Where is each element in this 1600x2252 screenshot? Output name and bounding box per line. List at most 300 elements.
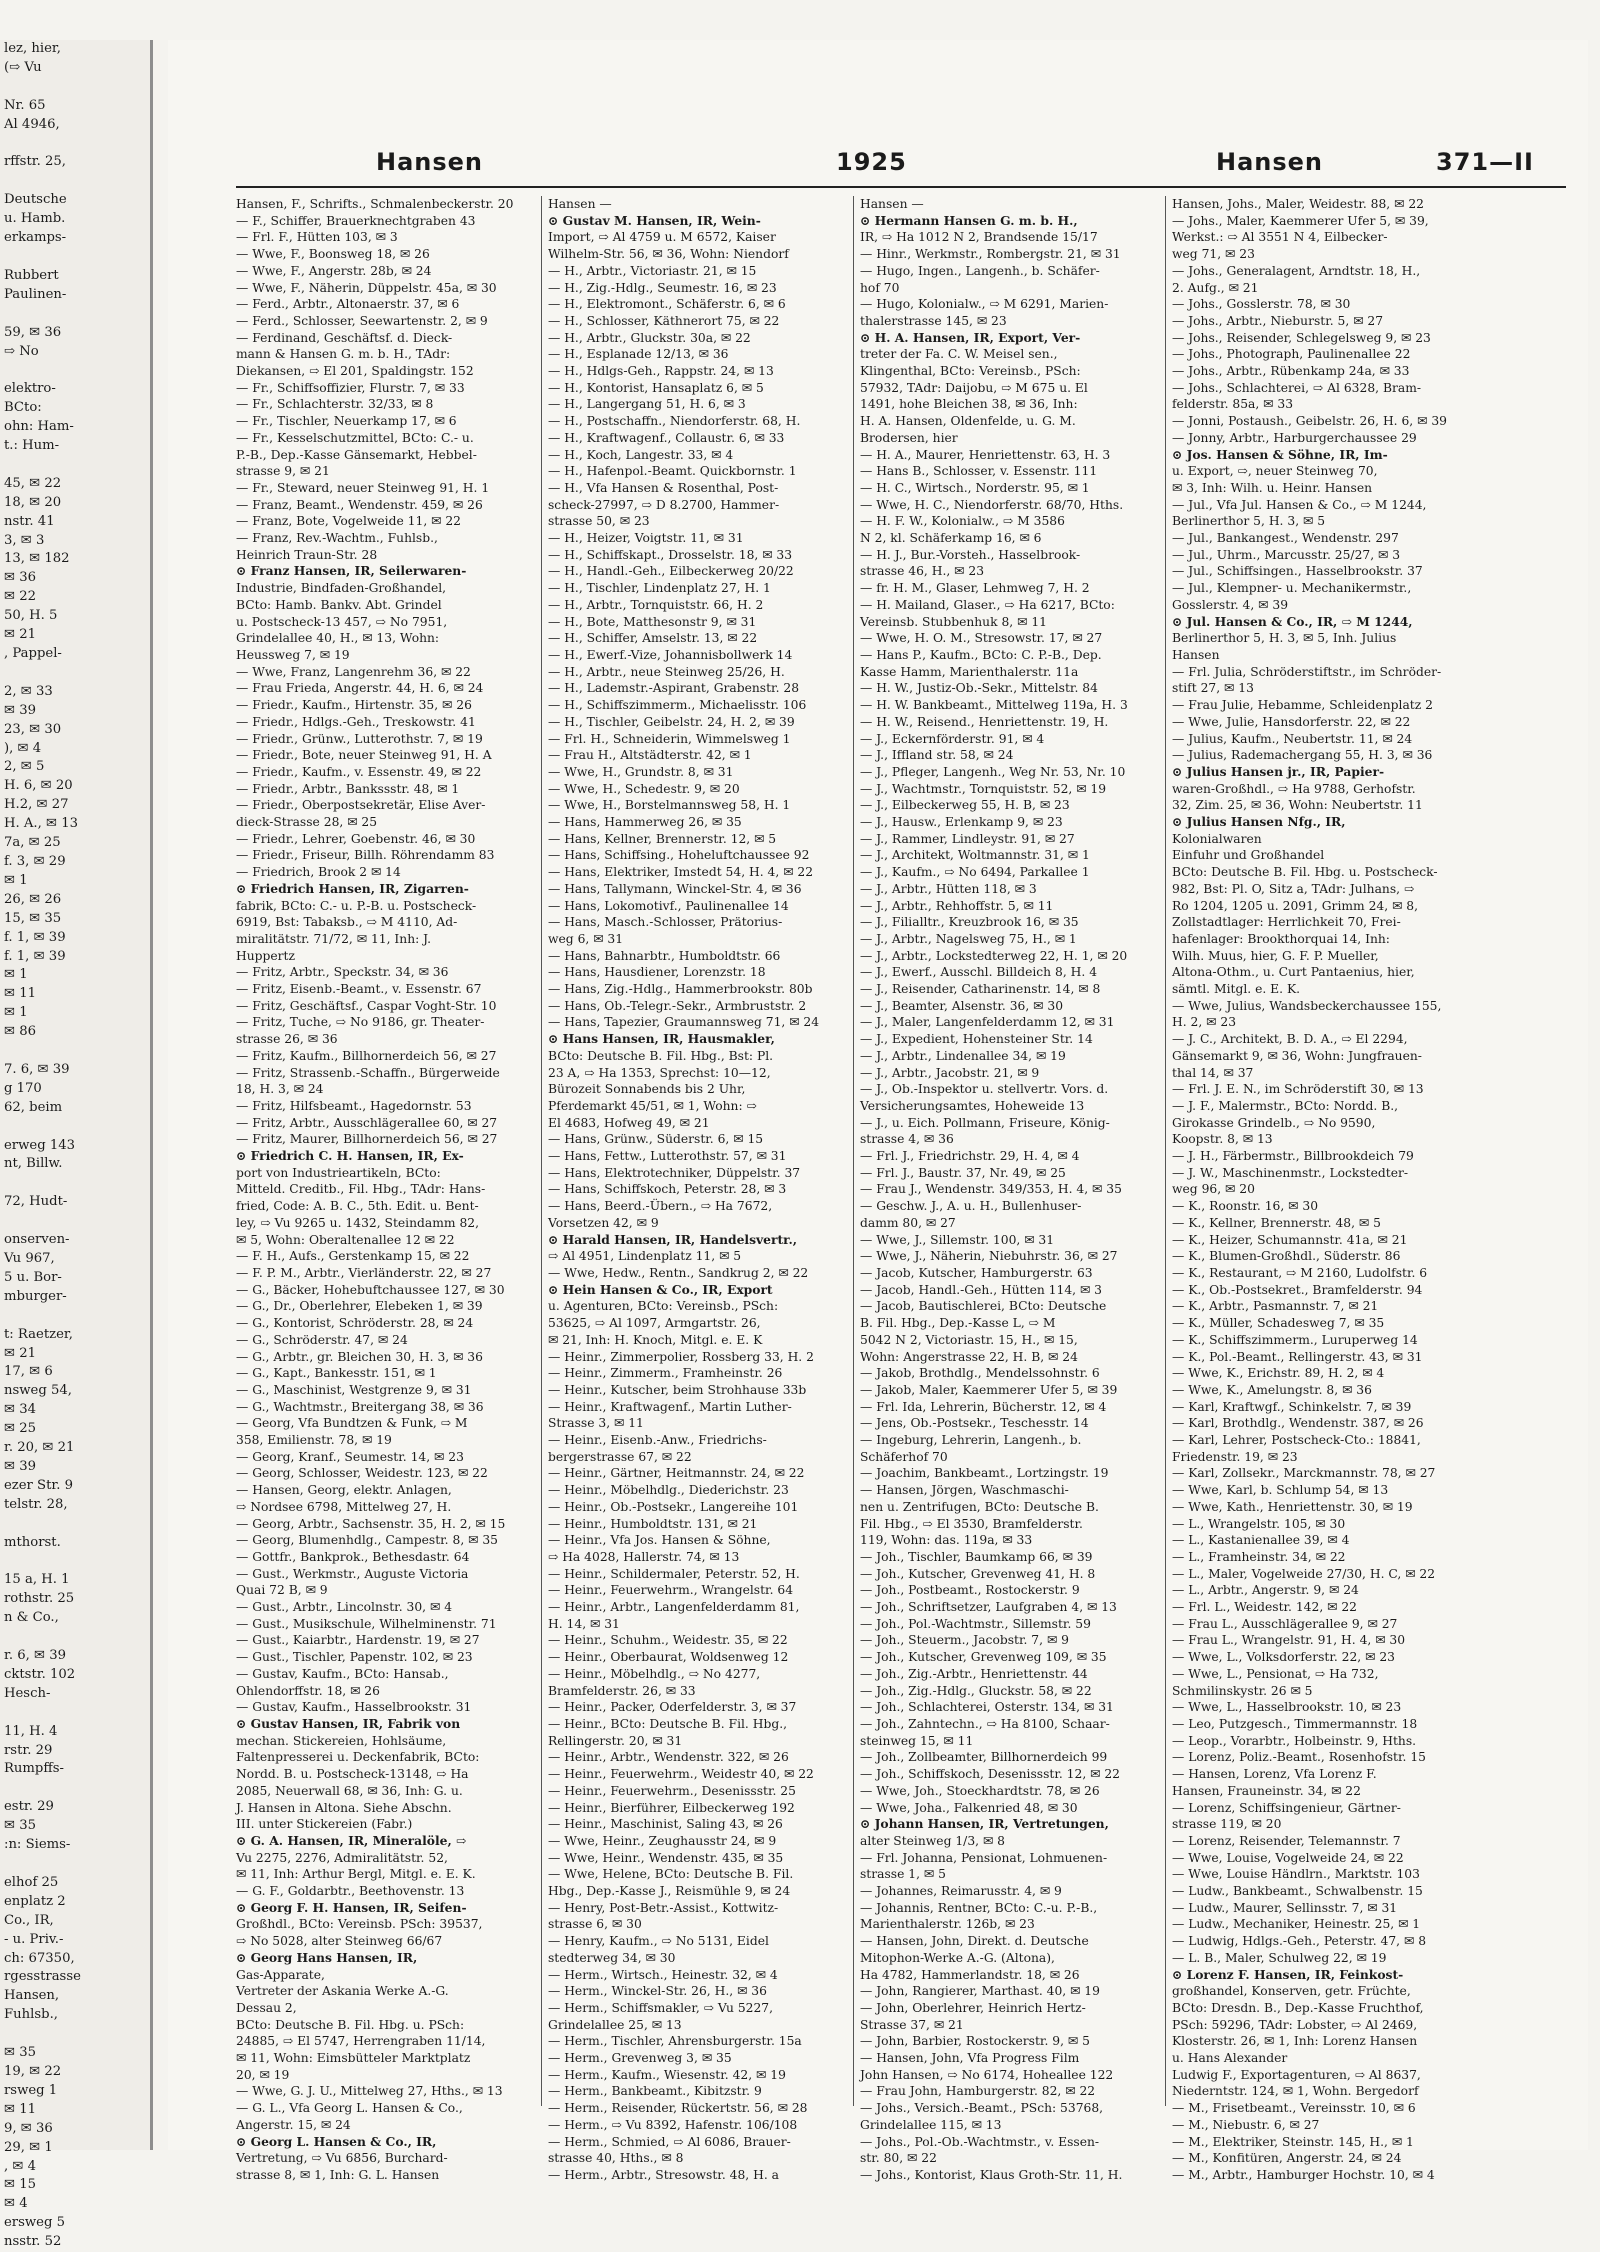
entry-line: hafenlager: Brookthorquai 14, Inh: [1172,931,1390,946]
entry-line: N 2, kl. Schäferkamp 16, ✉ 6 [860,531,1042,546]
firm-entry-line: ⊙ Jos. Hansen & Söhne, IR, Im- [1172,446,1388,462]
entry-line: Industrie, Bindfaden-Großhandel, [236,581,447,596]
entry-line: — Wwe, L., Hasselbrookstr. 10, ✉ 23 [1172,1700,1402,1715]
entry-line: — K., Müller, Schadesweg 7, ✉ 35 [1172,1316,1385,1331]
entry-line: — Wwe, J., Näherin, Niebuhrstr. 36, ✉ 27 [860,1249,1118,1264]
entry-line: Rellingerstr. 20, ✉ 31 [548,1733,683,1748]
prev-page-line: 9, ✉ 36 [4,2120,53,2136]
prev-page-line: rffstr. 25, [4,154,66,170]
entry-line: — Ludwig, Hdlgs.-Geh., Peterstr. 47, ✉ 8 [1172,1934,1427,1949]
entry-line: stift 27, ✉ 13 [1172,681,1254,696]
entry-line: BCto: Deutsche B. Fil. Hbg. u. Postscheck- [1172,865,1438,880]
prev-page-line [0,1855,150,1874]
entry-line: El 4683, Hofweg 49, ✉ 21 [548,1115,710,1130]
entry-line: — Fritz, Tuche, ⇨ No 9186, gr. Theater- [236,1015,485,1030]
entry-line: Import, ⇨ Al 4759 u. M 6572, Kaiser [548,230,776,245]
entry-line: — Karl, Brothdlg., Wendenstr. 387, ✉ 26 [1172,1416,1424,1431]
prev-page-line: ✉ 11 [4,986,37,1002]
entry-line: — K., Schiffszimmerm., Luruperweg 14 [1172,1332,1418,1347]
entry-line: — Johs., Schlachterei, ⇨ Al 6328, Bram- [1172,380,1422,395]
entry-line: — Wwe, Kath., Henriettenstr. 30, ✉ 19 [1172,1499,1413,1514]
entry-line: Klingenthal, BCto: Vereinsb., PSch: [860,364,1081,379]
entry-line: — H. W. Bankbeamt., Mittelweg 119a, H. 3 [860,698,1128,713]
entry-line: — Geschw. J., A. u. H., Bullenhuser- [860,1199,1082,1214]
entry-line: — Franz, Beamt., Wendenstr. 459, ✉ 26 [236,497,483,512]
entry-line: Einfuhr und Großhandel [1172,848,1325,863]
prev-page-line [0,305,150,324]
entry-line: — J., Reisender, Catharinenstr. 14, ✉ 8 [860,982,1101,997]
entry-line: — H., Arbtr., Tornquiststr. 66, H. 2 [548,597,764,612]
column-3 [860,196,1158,2184]
entry-line: — Johs., Arbtr., Rübenkamp 24a, ✉ 33 [1172,364,1410,379]
entry-line: u. Export, ⇨, neuer Steinweg 70, [1172,464,1378,479]
entry-line: — K., Heizer, Schumannstr. 41a, ✉ 21 [1172,1232,1408,1247]
entry-line: Gänsemarkt 9, ✉ 36, Wohn: Jungfrauen- [1172,1048,1422,1063]
prev-page-line: ohn: Ham- [4,419,74,435]
entry-line: — Georg, Vfa Bundtzen & Funk, ⇨ M [236,1416,468,1431]
entry-line: — Johs., Photograph, Paulinenallee 22 [1172,347,1411,362]
prev-page-line: , Pappel- [4,646,62,661]
entry-line: — Herm., ⇨ Vu 8392, Hafenstr. 106/108 [548,2117,798,2132]
prev-page-line: nsstr. 52 [4,2234,62,2250]
entry-line: — H., Tischler, Geibelstr. 24, H. 2, ✉ 39 [548,714,795,729]
prev-page-line: 45, ✉ 22 [4,475,62,491]
prev-page-line: 3, ✉ 3 [4,532,45,548]
entry-line: — Johannes, Reimarusstr. 4, ✉ 9 [860,1884,1062,1899]
entry-line: — Herm., Winckel-Str. 26, H., ✉ 36 [548,1984,767,1999]
entry-line: — L., Wrangelstr. 105, ✉ 30 [1172,1516,1346,1531]
entry-line: — Ferdinand, Geschäftsf. d. Dieck- [236,330,453,345]
entry-line: str. 80, ✉ 22 [860,2151,937,2166]
entry-line: — H., Heizer, Voigtstr. 11, ✉ 31 [548,531,744,546]
entry-line: — Jacob, Kutscher, Hamburgerstr. 63 [860,1266,1093,1280]
entry-line: ✉ 11, Wohn: Eimsbütteler Marktplatz [236,2051,471,2066]
entry-line: ⇨ No 5028, alter Steinweg 66/67 [236,1934,443,1949]
entry-line: — K., Kellner, Brennerstr. 48, ✉ 5 [1172,1215,1381,1230]
entry-line: — Frl. Ida, Lehrerin, Bücherstr. 12, ✉ 4 [860,1399,1107,1414]
firm-entry-line: ⊙ Georg L. Hansen & Co., IR, [236,2133,437,2149]
entry-line: — G., Bäcker, Hohebuftchaussee 127, ✉ 30 [236,1282,505,1297]
entry-line: Quai 72 B, ✉ 9 [236,1583,328,1598]
entry-line: 20, ✉ 19 [236,2067,290,2082]
entry-line: — Joh., Schriftsetzer, Laufgraben 4, ✉ 13 [860,1600,1117,1615]
entry-line: — K., Ob.-Postsekret., Bramfelderstr. 94 [1172,1282,1423,1297]
entry-line: — Joh., Zig.-Hdlg., Gluckstr. 58, ✉ 22 [860,1683,1092,1698]
entry-line: — H., Hafenpol.-Beamt. Quickbornstr. 1 [548,464,797,479]
entry-line: — Hans, Kellner, Brennerstr. 12, ✉ 5 [548,831,777,846]
entry-line: — Heinr., Zimmerm., Framheinstr. 26 [548,1366,783,1381]
prev-page-line: ezer Str. 9 [4,1477,74,1493]
entry-line: — Wwe, Joh., Stoeckhardtstr. 78, ✉ 26 [860,1783,1100,1798]
prev-page-line: elhof 25 [4,1874,59,1890]
prev-page-line: nt, Billw. [4,1156,63,1172]
entry-line: — Ludw., Maurer, Sellinsstr. 7, ✉ 31 [1172,1900,1398,1915]
entry-line: — Jul., Uhrm., Marcusstr. 25/27, ✉ 3 [1172,547,1401,562]
entry-line: — J., Beamter, Alsenstr. 36, ✉ 30 [860,998,1064,1013]
entry-line: — M., Konfitüren, Angerstr. 24, ✉ 24 [1172,2151,1402,2166]
entry-line: scheck-27997, ⇨ D 8.2700, Hammer- [548,497,780,512]
prev-page-line: :n: Siems- [4,1837,71,1853]
entry-line: Heinrich Traun-Str. 28 [236,547,378,562]
prev-page-line: lez, hier, [4,41,61,56]
prev-page-line [0,135,150,154]
prev-page-line: 62, beim [4,1099,63,1115]
prev-page-line [0,248,150,267]
entry-line: Zollstadtlager: Herrlichkeit 70, Frei- [1172,915,1401,930]
entry-line: miralitätstr. 71/72, ✉ 11, Inh: J. [236,931,432,946]
entry-line: strasse 6, ✉ 30 [548,1917,642,1932]
prev-page-line: n & Co., [4,1610,59,1626]
entry-line: J. Hansen in Altona. Siehe Abschn. [236,1800,452,1815]
entry-line: — Ferd., Arbtr., Altonaerstr. 37, ✉ 6 [236,297,460,312]
entry-line: IR, ⇨ Ha 1012 N 2, Brandsende 15/17 [860,230,1098,245]
entry-line: thalerstrasse 145, ✉ 23 [860,313,1007,328]
firm-entry-line: ⊙ Harald Hansen, IR, Handelsvertr., [548,1231,798,1247]
entry-line: stedterweg 34, ✉ 30 [548,1950,676,1965]
entry-line: — H., Ewerf.-Vize, Johannisbollwerk 14 [548,647,793,662]
entry-line: — Wwe, H., Schedestr. 9, ✉ 20 [548,781,740,796]
entry-line: Klosterstr. 26, ✉ 1, Inh: Lorenz Hansen [1172,2034,1418,2049]
entry-line: Vertretung, ⇨ Vu 6856, Burchard- [236,2151,448,2166]
entry-line: — J., Wachtmstr., Tornquiststr. 52, ✉ 19 [860,781,1107,796]
prev-page-line: ✉ 4 [4,2196,28,2212]
prev-page-line: ✉ 35 [4,2045,37,2061]
prev-page-line: ✉ 11 [4,2101,37,2117]
entry-line: — Fr., Schiffsoffizier, Flurstr. 7, ✉ 33 [236,380,465,395]
entry-line: — Hansen, Lorenz, Vfa Lorenz F. [1172,1767,1377,1782]
entry-line: Vertreter der Askania Werke A.-G. [236,1984,449,1999]
firm-entry-line: ⊙ Lorenz F. Hansen, IR, Feinkost- [1172,1966,1404,1982]
entry-line: — K., Blumen-Großhdl., Süderstr. 86 [1172,1249,1401,1264]
prev-page-line: ✉ 15 [4,2177,37,2193]
entry-line: H. 2, ✉ 23 [1172,1015,1237,1030]
entry-line: — J., Kaufm., ⇨ No 6494, Parkallee 1 [860,865,1090,880]
entry-line: — Fritz, Maurer, Billhornerdeich 56, ✉ 27 [236,1132,498,1147]
entry-line: — Fritz, Kaufm., Billhornerdeich 56, ✉ 27 [236,1048,497,1063]
entry-line: B. Fil. Hbg., Dep.-Kasse L, ⇨ M [860,1316,1056,1331]
entry-line: — Friedr., Bote, neuer Steinweg 91, H. A [236,748,492,763]
entry-line: u. Hans Alexander [1172,2051,1288,2066]
entry-line: — Johs., Maler, Kaemmerer Ufer 5, ✉ 39, [1172,213,1429,228]
entry-line: mechan. Stickereien, Hohlsäume, [236,1733,447,1748]
firm-entry-line: ⊙ Georg F. H. Hansen, IR, Seifen- [236,1899,467,1915]
entry-line: Vu 2275, 2276, Admiralitätstr. 52, [236,1850,448,1865]
prev-page-line: Fuhlsb., [4,2007,58,2023]
entry-line: — H. C., Wirtsch., Norderstr. 95, ✉ 1 [860,480,1090,495]
entry-line: waren-Großhdl., ⇨ Ha 9788, Gerhofstr. [1172,781,1416,796]
header-left-surname: Hansen [376,148,484,176]
entry-line: — Wwe, H., Borstelmannsweg 58, H. 1 [548,798,791,813]
entry-line: strasse 26, ✉ 36 [236,1032,338,1047]
entry-line: — Fritz, Arbtr., Ausschlägerallee 60, ✉ 27 [236,1115,498,1130]
firm-entry-line: ⊙ Julius Hansen jr., IR, Papier- [1172,763,1385,779]
prev-page-line [0,1118,150,1137]
entry-line: — Herm., Wirtsch., Heinestr. 32, ✉ 4 [548,1967,778,1982]
entry-line: — G., Kapt., Bankesstr. 151, ✉ 1 [236,1366,437,1381]
firm-entry-line: ⊙ Friedrich C. H. Hansen, IR, Ex- [236,1148,464,1164]
entry-line: Wilh. Muus, hier, G. F. P. Mueller, [1172,948,1379,963]
entry-line: — M., Arbtr., Hamburger Hochstr. 10, ✉ 4 [1172,2167,1435,2182]
prev-page-line: Rumpffs- [4,1761,64,1777]
entry-line: H. 14, ✉ 31 [548,1616,620,1631]
entry-line: — Jul., Vfa Jul. Hansen & Co., ⇨ M 1244, [1172,497,1427,512]
entry-line: — John, Rangierer, Marthast. 40, ✉ 19 [860,1984,1100,1999]
header-rule [236,186,1566,188]
prev-page-line: ✉ 25 [4,1421,37,1437]
firm-entry-line: ⊙ Gustav Hansen, IR, Fabrik von [236,1715,461,1731]
entry-line: Bramfelderstr. 26, ✉ 33 [548,1683,696,1698]
prev-page-line [0,1042,150,1061]
entry-line: — Heinr., Kutscher, beim Strohhause 33b [548,1382,807,1397]
entry-line: — Fritz, Geschäftsf., Caspar Voght-Str. 10 [236,998,497,1013]
entry-line: — H., Kraftwagenf., Collaustr. 6, ✉ 33 [548,430,785,445]
entry-line: — Joh., Schlachterei, Osterstr. 134, ✉ 31 [860,1700,1114,1715]
entry-line: — H., Arbtr., Gluckstr. 30a, ✉ 22 [548,330,751,345]
prev-page-line: 59, ✉ 36 [4,324,62,340]
entry-line: mann & Hansen G. m. b. H., TAdr: [236,347,451,362]
entry-line: Grindelallee 40, H., ✉ 13, Wohn: [236,631,440,646]
entry-line: — Heinr., Maschinist, Saling 43, ✉ 26 [548,1817,783,1832]
entry-line: — H., Vfa Hansen & Rosenthal, Post- [548,480,779,495]
entry-line: — Joh., Zahntechn., ⇨ Ha 8100, Schaar- [860,1716,1110,1731]
prev-page-line: ✉ 35 [4,1818,37,1834]
entry-line: — H., Schiffskapt., Drosselstr. 18, ✉ 33 [548,547,793,562]
entry-line: — Hans, Fettw., Lutterothstr. 57, ✉ 31 [548,1149,787,1164]
entry-line: — Jakob, Maler, Kaemmerer Ufer 5, ✉ 39 [860,1382,1118,1397]
entry-line: ✉ 11, Inh: Arthur Bergl, Mitgl. e. E. K. [236,1867,476,1882]
entry-line: — H., Zig.-Hdlg., Seumestr. 16, ✉ 23 [548,280,777,295]
entry-line: — J., Filialltr., Kreuzbrook 16, ✉ 35 [860,915,1079,930]
entry-line: — L., Maler, Vogelweide 27/30, H. C, ✉ 22 [1172,1566,1436,1581]
entry-line: — H., Esplanade 12/13, ✉ 36 [548,347,729,362]
entry-line: — Herm., Schmied, ⇨ Al 6086, Brauer- [548,2134,791,2149]
entry-line: — Frl. J., Friedrichstr. 29, H. 4, ✉ 4 [860,1149,1080,1164]
entry-line: Dessau 2, [236,2000,297,2015]
entry-line: — Jul., Bankangest., Wendenstr. 297 [1172,531,1399,546]
entry-line: — Heinr., Gärtner, Heitmannstr. 24, ✉ 22 [548,1466,805,1481]
entry-line: — K., Restaurant, ⇨ M 2160, Ludolfstr. 6 [1172,1266,1428,1280]
column-divider [853,196,854,2106]
entry-line: — J., u. Eich. Pollmann, Friseure, König- [860,1115,1110,1130]
prev-page-line: 15 a, H. 1 [4,1572,70,1588]
entry-line: Fil. Hbg., ⇨ El 3530, Bramfelderstr. [860,1516,1083,1531]
entry-line: — H. A., Maurer, Henriettenstr. 63, H. 3 [860,447,1111,462]
entry-line: Heussweg 7, ✉ 19 [236,647,350,662]
entry-line: — Wwe, Louise Händlrn., Marktstr. 103 [1172,1867,1420,1882]
entry-line: — Heinr., Feuerwehrm., Wrangelstr. 64 [548,1583,794,1598]
entry-line: Wohn: Angerstrasse 22, H. B, ✉ 24 [860,1349,1078,1364]
entry-line: — Johs., Generalagent, Arndtstr. 18, H., [1172,263,1421,278]
prev-page-line: nsweg 54, [4,1383,72,1399]
prev-page-line: rgesstrasse [4,1969,81,1985]
entry-line: — Georg, Kranf., Seumestr. 14, ✉ 23 [236,1449,464,1464]
entry-line: — Hugo, Kolonialw., ⇨ M 6291, Marien- [860,297,1109,312]
prev-page-line: 29, ✉ 1 [4,2139,53,2155]
entry-line: P.-B., Dep.-Kasse Gänsemarkt, Hebbel- [236,447,477,462]
entry-line: Strasse 3, ✉ 11 [548,1416,644,1431]
entry-line: Hansen, Frauneinstr. 34, ✉ 22 [1172,1783,1361,1798]
entry-line: — Johs., Gosslerstr. 78, ✉ 30 [1172,297,1351,312]
entry-line: — Heinr., Bierführer, Eilbeckerweg 192 [548,1800,795,1815]
prev-page-line: ✉ 22 [4,589,37,605]
firm-entry-line: ⊙ Hermann Hansen G. m. b. H., [860,212,1078,228]
entry-line: — Johs., Pol.-Ob.-Wachtmstr., v. Essen- [860,2134,1100,2149]
prev-page-line: 23, ✉ 30 [4,721,62,737]
entry-line: Hansen, Johs., Maler, Weidestr. 88, ✉ 22 [1172,197,1424,211]
entry-line: — J., Rammer, Lindleystr. 91, ✉ 27 [860,831,1075,846]
firm-entry-line: ⊙ Jul. Hansen & Co., IR, ⇨ M 1244, [1172,613,1413,629]
entry-line: — Karl, Lehrer, Postscheck-Cto.: 18841, [1172,1433,1421,1448]
entry-line: — Joh., Zollbeamter, Billhornerdeich 99 [860,1750,1108,1765]
entry-line: — H., Schlosser, Käthnerort 75, ✉ 22 [548,313,780,328]
entry-line: — Heinr., Packer, Oderfelderstr. 3, ✉ 37 [548,1700,797,1715]
entry-line: — L. B., Maler, Schulweg 22, ✉ 19 [1172,1950,1387,1965]
entry-line: — H., Elektromont., Schäferstr. 6, ✉ 6 [548,297,786,312]
entry-line: — Hansen, John, Direkt. d. Deutsche [860,1934,1089,1949]
entry-line: — J., Ob.-Inspektor u. stellvertr. Vors. d. [860,1082,1109,1097]
entry-line: — Fritz, Arbtr., Speckstr. 34, ✉ 36 [236,965,449,980]
entry-line: hof 70 [860,280,900,295]
entry-line: — J., Eckernförderstr. 91, ✉ 4 [860,731,1045,746]
entry-line: — J., Arbtr., Nagelsweg 75, H., ✉ 1 [860,931,1077,946]
prev-page-line: Paulinen- [4,286,67,302]
entry-line: — Georg, Schlosser, Weidestr. 123, ✉ 22 [236,1466,488,1481]
prev-page-line: ✉ 39 [4,1458,37,1474]
entry-line: — H., Koch, Langestr. 33, ✉ 4 [548,447,734,462]
entry-line: ⇨ Ha 4028, Hallerstr. 74, ✉ 13 [548,1549,740,1564]
entry-line: — Ludw., Bankbeamt., Schwalbenstr. 15 [1172,1884,1423,1899]
entry-line: — Karl, Zollsekr., Marckmannstr. 78, ✉ 27 [1172,1466,1436,1481]
entry-line: Pferdemarkt 45/51, ✉ 1, Wohn: ⇨ [548,1098,757,1113]
entry-line: — J., Arbtr., Jacobstr. 21, ✉ 9 [860,1065,1040,1080]
entry-line: — Gottfr., Bankprok., Bethesdastr. 64 [236,1549,470,1564]
entry-line: — Jul., Schiffsingen., Hasselbrookstr. 37 [1172,564,1423,579]
entry-line: — Fritz, Hilfsbeamt., Hagedornstr. 53 [236,1098,472,1113]
entry-line: — Friedr., Friseur, Billh. Röhrendamm 83 [236,848,495,863]
prev-page-line [0,1704,150,1723]
prev-page-line: (⇨ Vu [4,59,42,75]
entry-line: Marienthalerstr. 126b, ✉ 23 [860,1917,1035,1932]
entry-line: — Jacob, Handl.-Geh., Hütten 114, ✉ 3 [860,1282,1102,1297]
entry-line: Großhdl., BCto: Vereinsb. PSch: 39537, [236,1917,483,1932]
entry-line: — Gust., Werkmstr., Auguste Victoria [236,1566,469,1581]
entry-line: Mitophon-Werke A.-G. (Altona), [860,1950,1055,1965]
entry-line: — Heinr., Arbtr., Wendenstr. 322, ✉ 26 [548,1750,789,1765]
entry-line: — Friedr., Kaufm., Hirtenstr. 35, ✉ 26 [236,698,472,713]
entry-line: Mitteld. Creditb., Fil. Hbg., TAdr: Hans- [236,1182,486,1197]
entry-line: weg 96, ✉ 20 [1172,1182,1255,1197]
entry-line: — G., Arbtr., gr. Bleichen 30, H. 3, ✉ 36 [236,1349,483,1364]
entry-line: — Joh., Schiffskoch, Desenissstr. 12, ✉ 22 [860,1767,1120,1782]
entry-line: — J., Pfleger, Langenh., Weg Nr. 53, Nr. 10 [860,764,1126,779]
column-divider [541,196,542,2106]
prev-page-line: H.2, ✉ 27 [4,797,69,813]
entry-line: — Hans, Lokomotivf., Paulinenallee 14 [548,898,789,913]
entry-line: — Ingeburg, Lehrerin, Langenh., b. [860,1433,1082,1448]
entry-line: — G., Dr., Oberlehrer, Elebeken 1, ✉ 39 [236,1299,483,1314]
prev-page-line: rothstr. 25 [4,1591,75,1607]
column-4 [1172,196,1470,2184]
entry-line: strasse 119, ✉ 20 [1172,1817,1282,1832]
prev-page-line: ✉ 86 [4,1024,37,1040]
prev-page-line: f. 1, ✉ 39 [4,929,66,945]
entry-line: — Wwe, Karl, b. Schlump 54, ✉ 13 [1172,1483,1389,1498]
prev-page-line: t.: Hum- [4,438,60,454]
entry-line: — Gust., Tischler, Papenstr. 102, ✉ 23 [236,1650,473,1665]
entry-line: — Hans, Schiffskoch, Peterstr. 28, ✉ 3 [548,1182,787,1197]
entry-line: Wilhelm-Str. 56, ✉ 36, Wohn: Niendorf [548,247,789,262]
prev-page-line: ✉ 21 [4,1345,37,1361]
prev-page-line [0,78,150,97]
entry-line: — Hans, Elektriker, Imstedt 54, H. 4, ✉ 22 [548,865,814,880]
entry-line: Hansen — [860,197,924,211]
entry-line: — Heinr., Arbtr., Langenfelderdamm 81, [548,1600,800,1615]
prev-page-line: rsweg 1 [4,2082,58,2098]
entry-line: ✉ 5, Wohn: Oberaltenallee 12 ✉ 22 [236,1232,455,1247]
entry-line: Berlinerthor 5, H. 3, ✉ 5, Inh. Julius [1172,631,1397,646]
entry-line: — Jonni, Postaush., Geibelstr. 26, H. 6, ✉ 39 [1172,414,1447,429]
entry-line: — Heinr., Schuhm., Weidestr. 35, ✉ 22 [548,1633,788,1648]
prev-page-line [0,1553,150,1572]
prev-page-line: Nr. 65 [4,97,46,113]
entry-line: — Lorenz, Schiffsingenieur, Gärtner- [1172,1800,1401,1815]
entry-line: Strasse 37, ✉ 21 [860,2017,964,2032]
entry-line: 982, Bst: Pl. O, Sitz a, TAdr: Julhans, ⇨ [1172,881,1415,896]
entry-line: — Fritz, Strassenb.-Schaffn., Bürgerweide [236,1065,500,1080]
entry-line: 358, Emilienstr. 78, ✉ 19 [236,1433,392,1448]
entry-line: — K., Arbtr., Pasmannstr. 7, ✉ 21 [1172,1299,1379,1314]
entry-line: — F. P. M., Arbtr., Vierländerstr. 22, ✉ 27 [236,1266,492,1280]
entry-line: — Herm., Bankbeamt., Kibitzstr. 9 [548,2084,762,2099]
page-number: 371—II [1436,148,1534,176]
entry-line: — J. F., Malermstr., BCto: Nordd. B., [1172,1098,1399,1113]
entry-line: — Hans, Hammerweg 26, ✉ 35 [548,815,742,830]
entry-line: — Frau Frieda, Angerstr. 44, H. 6, ✉ 24 [236,681,484,696]
entry-line: — Henry, Post-Betr.-Assist., Kottwitz- [548,1900,779,1915]
prev-page-line: rstr. 29 [4,1742,53,1758]
entry-line: — Herm., Tischler, Ahrensburgerstr. 15a [548,2034,802,2049]
entry-line: — fr. H. M., Glaser, Lehmweg 7, H. 2 [860,581,1090,596]
entry-line: — Friedr., Kaufm., v. Essenstr. 49, ✉ 22 [236,764,482,779]
prev-page-line: ✉ 21 [4,627,37,643]
entry-line: — Frl. F., Hütten 103, ✉ 3 [236,230,398,245]
prev-page-line: r. 20, ✉ 21 [4,1440,75,1456]
entry-line: — Karl, Kraftwgf., Schinkelstr. 7, ✉ 39 [1172,1399,1412,1414]
entry-line: — Heinr., Oberbaurat, Woldsenweg 12 [548,1650,789,1665]
entry-line: — Hans, Masch.-Schlosser, Prätorius- [548,915,783,930]
entry-line: — Jacob, Bautischlerei, BCto: Deutsche [860,1299,1107,1314]
prev-page-line: f. 3, ✉ 29 [4,853,66,869]
entry-line: — L., Arbtr., Angerstr. 9, ✉ 24 [1172,1583,1359,1598]
entry-line: — Wwe, H. C., Niendorferstr. 68/70, Hths. [860,497,1124,512]
entry-line: Brodersen, hier [860,430,958,445]
prev-page-line: g 170 [4,1080,42,1096]
entry-line: — Friedr., Oberpostsekretär, Elise Aver- [236,798,486,813]
entry-line: — Frau John, Hamburgerstr. 82, ✉ 22 [860,2084,1096,2099]
entry-line: — Gustav, Kaufm., BCto: Hansab., [236,1666,449,1681]
entry-line: — Herm., Kaufm., Wiesenstr. 42, ✉ 19 [548,2067,786,2082]
entry-line: — Gust., Arbtr., Lincolnstr. 30, ✉ 4 [236,1600,453,1615]
entry-line: — Wwe, F., Näherin, Düppelstr. 45a, ✉ 30 [236,280,497,295]
entry-line: 119, Wohn: das. 119a, ✉ 33 [860,1533,1033,1548]
entry-line: — G., Schröderstr. 47, ✉ 24 [236,1332,408,1347]
entry-line: — Henry, Kaufm., ⇨ No 5131, Eidel [548,1934,769,1949]
entry-line: Diekansen, ⇨ El 201, Spaldingstr. 152 [236,364,474,379]
prev-page-line: 11, H. 4 [4,1723,58,1739]
prev-page-line: ), ✉ 4 [4,740,42,756]
entry-line: H. A. Hansen, Oldenfelde, u. G. M. [860,414,1076,429]
entry-line: bergerstrasse 67, ✉ 22 [548,1449,692,1464]
